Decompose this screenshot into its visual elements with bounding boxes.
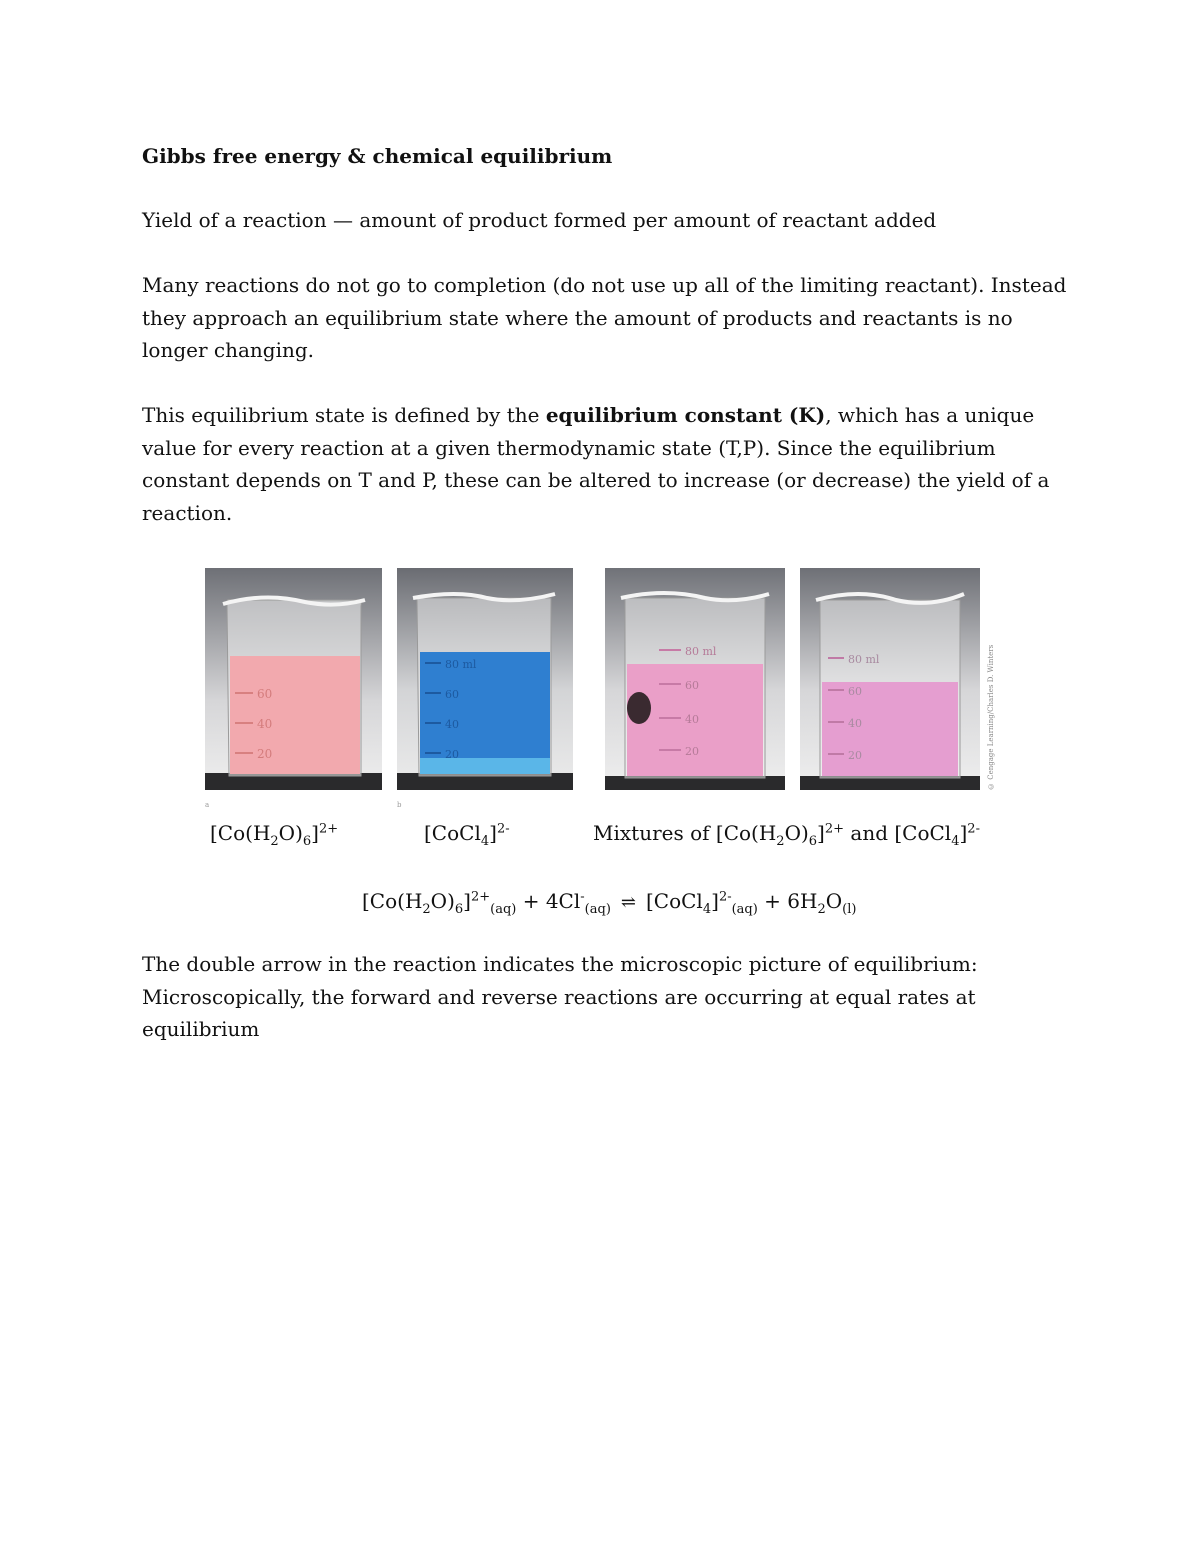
formula-part: + 6H: [757, 889, 818, 913]
formula-subscript: 4: [480, 834, 490, 849]
formula-subscript: 2: [270, 834, 279, 849]
graduation-label: 40: [257, 717, 273, 731]
caption-tetrachloro-cobalt: [424, 818, 510, 848]
formula-subscript: 2: [817, 902, 826, 917]
paragraph-equilibrium-constant: [142, 399, 1072, 529]
figure-mark-a: a: [205, 801, 210, 809]
text-run: This equilibrium state is defined by the: [142, 403, 546, 427]
graduation-label: 40: [685, 713, 699, 726]
formula-part: ]: [711, 889, 719, 913]
formula-state: (aq): [490, 902, 517, 917]
graduation-label: 80 ml: [445, 658, 477, 671]
beaker-photo-mixture-2: [800, 568, 980, 790]
formula-part: ]: [817, 821, 825, 845]
formula-part: O): [278, 821, 303, 845]
beaker-photo-figure: [205, 568, 990, 808]
figure-mark-b: b: [397, 801, 402, 809]
beaker-liquid: [420, 652, 550, 774]
formula-part: + 4Cl: [516, 889, 581, 913]
formula-charge: 2+: [824, 821, 845, 837]
formula-subscript: 6: [808, 834, 818, 849]
formula-part: ]: [463, 889, 471, 913]
formula-charge: -: [580, 889, 585, 905]
graduation-label: 60: [848, 685, 862, 698]
formula-subscript: 6: [302, 834, 312, 849]
beaker-liquid: [822, 682, 958, 776]
formula-part: O): [430, 889, 455, 913]
paragraph-double-arrow: The double arrow in the reaction indicates the microscopic picture of equilibrium: Microscopically, the forward and reverse reactions are occurring at equal rates at equilibrium: [142, 952, 978, 1041]
formula-part: ]: [311, 821, 319, 845]
caption-hexaaqua-cobalt: [210, 818, 338, 848]
formula-part: and [CoCl: [844, 821, 952, 845]
equilibrium-arrow-icon: ⇌: [620, 892, 636, 913]
beaker-photo-blue: [397, 568, 573, 790]
formula-part: [Co(H: [210, 821, 271, 845]
formula-subscript: 6: [454, 902, 464, 917]
graduation-label: 20: [848, 749, 862, 762]
formula-part: ]: [489, 821, 497, 845]
formula-subscript: 4: [702, 902, 712, 917]
liquid-highlight: [420, 758, 550, 774]
formula-subscript: 2: [422, 902, 431, 917]
formula-charge: 2-: [967, 821, 980, 837]
formula-charge: 2-: [718, 889, 732, 905]
graduation-label: 20: [445, 748, 459, 761]
graduation-label: 20: [257, 747, 273, 761]
text-run: , which has a unique value for every reaction at a given thermodynamic state (T,P). Since the equilibrium constant depends on T and P, these can be altered to increase (or decrease) the yield of a reaction.: [142, 403, 1050, 525]
caption-mixtures: [593, 818, 980, 848]
formula-part: [Co(H: [362, 889, 423, 913]
formula-subscript: 2: [776, 834, 785, 849]
beaker-liquid: [230, 656, 360, 774]
formula-charge: 2+: [470, 889, 491, 905]
document-title: Gibbs free energy & chemical equilibrium: [142, 144, 613, 168]
graduation-label: 80 ml: [685, 645, 717, 658]
beaker-logo-spot: [627, 692, 651, 724]
formula-state: (aq): [584, 902, 611, 917]
graduation-label: 60: [445, 688, 459, 701]
graduation-label: 80 ml: [848, 653, 880, 666]
beaker-photo-pink: [205, 568, 382, 790]
graduation-label: 20: [685, 745, 699, 758]
graduation-label: 40: [445, 718, 459, 731]
formula-part: Mixtures of [Co(H: [593, 821, 777, 845]
bold-term: equilibrium constant (K): [545, 403, 826, 427]
graduation-label: 40: [848, 717, 862, 730]
formula-state: (aq): [731, 902, 758, 917]
formula-part: O: [825, 889, 843, 913]
formula-part: O): [784, 821, 809, 845]
formula-state: (l): [842, 902, 857, 917]
paragraph-yield: Yield of a reaction — amount of product formed per amount of reactant added: [142, 208, 937, 232]
photo-credit: © Cengage Learning/Charles D. Winters: [987, 644, 995, 790]
equilibrium-equation: [362, 883, 856, 921]
formula-charge: 2-: [496, 821, 510, 837]
formula-charge: 2+: [318, 821, 339, 837]
formula-part: [CoCl: [424, 821, 481, 845]
graduation-label: 60: [685, 679, 699, 692]
graduation-label: 60: [257, 687, 273, 701]
formula-part: [CoCl: [645, 889, 703, 913]
paragraph-completion: Many reactions do not go to completion (do not use up all of the limiting reactant). Instead they approach an equilibrium state where the amount of products and reactants is no longer changing.: [142, 273, 1067, 362]
formula-subscript: 4: [951, 834, 960, 849]
beaker-photo-mixture-1: [605, 568, 785, 790]
formula-part: ]: [959, 821, 968, 845]
